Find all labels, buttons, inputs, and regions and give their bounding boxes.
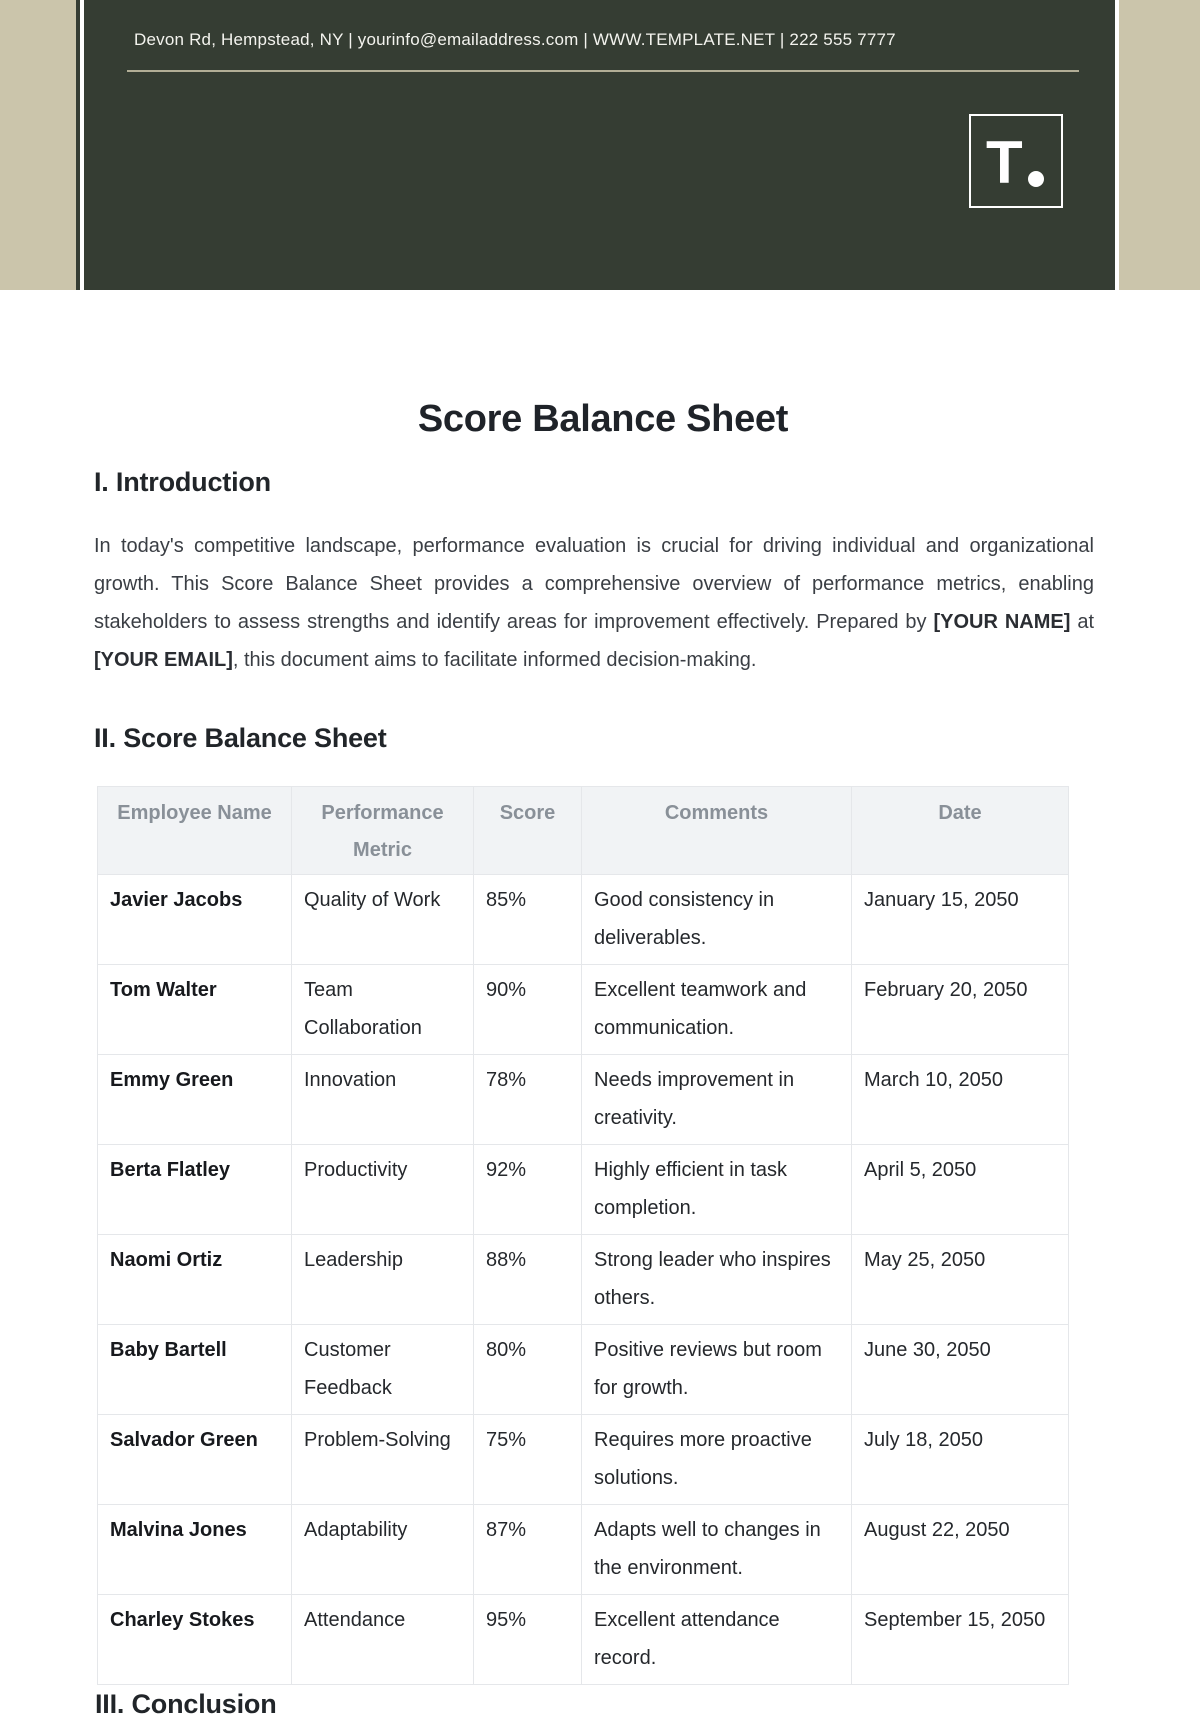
- letterhead-band: [0, 0, 1200, 290]
- metric-cell: Problem-Solving: [292, 1415, 474, 1505]
- score-cell: 95%: [474, 1595, 582, 1685]
- table-header-row: [98, 787, 1069, 875]
- table-row: [98, 1055, 1069, 1145]
- col-header-performance-metric: Performance Metric: [292, 787, 474, 875]
- employee-name-cell: Charley Stokes: [98, 1595, 292, 1685]
- employee-name-cell: Javier Jacobs: [98, 875, 292, 965]
- score-cell: 80%: [474, 1325, 582, 1415]
- metric-cell: Adaptability: [292, 1505, 474, 1595]
- left-inset-rule: [80, 0, 84, 290]
- paragraph-text: , this document aims to facilitate informed decision-making.: [232, 649, 757, 671]
- logo-dot-icon: [1028, 171, 1044, 187]
- table-row: [98, 1505, 1069, 1595]
- col-header-employee-name: Employee Name: [98, 787, 292, 875]
- employee-name-cell: Baby Bartell: [98, 1325, 292, 1415]
- score-table: [97, 786, 1069, 1685]
- comments-cell: Requires more proactive solutions.: [582, 1415, 852, 1505]
- col-header-score: Score: [474, 787, 582, 875]
- score-table-body: [98, 875, 1069, 1685]
- table-row: [98, 1595, 1069, 1685]
- date-cell: July 18, 2050: [852, 1415, 1069, 1505]
- right-inset-rule: [1115, 0, 1119, 290]
- date-cell: March 10, 2050: [852, 1055, 1069, 1145]
- metric-cell: Customer Feedback: [292, 1325, 474, 1415]
- metric-cell: Quality of Work: [292, 875, 474, 965]
- comments-cell: Positive reviews but room for growth.: [582, 1325, 852, 1415]
- comments-cell: Good consistency in deliverables.: [582, 875, 852, 965]
- employee-name-cell: Tom Walter: [98, 965, 292, 1055]
- date-cell: April 5, 2050: [852, 1145, 1069, 1235]
- metric-cell: Innovation: [292, 1055, 474, 1145]
- metric-cell: Team Collaboration: [292, 965, 474, 1055]
- employee-name-cell: Salvador Green: [98, 1415, 292, 1505]
- table-row: [98, 965, 1069, 1055]
- table-row: [98, 875, 1069, 965]
- table-row: [98, 1415, 1069, 1505]
- col-header-comments: Comments: [582, 787, 852, 875]
- metric-cell: Leadership: [292, 1235, 474, 1325]
- score-section-heading: II. Score Balance Sheet: [94, 723, 387, 753]
- intro-heading: I. Introduction: [94, 467, 271, 497]
- comments-cell: Adapts well to changes in the environment.: [582, 1505, 852, 1595]
- date-cell: February 20, 2050: [852, 965, 1069, 1055]
- paragraph-text: at: [1070, 611, 1094, 633]
- table-row: [98, 1235, 1069, 1325]
- comments-cell: Excellent attendance record.: [582, 1595, 852, 1685]
- employee-name-cell: Emmy Green: [98, 1055, 292, 1145]
- score-cell: 78%: [474, 1055, 582, 1145]
- employee-name-cell: Berta Flatley: [98, 1145, 292, 1235]
- page-title: Score Balance Sheet: [417, 398, 789, 440]
- metric-cell: Attendance: [292, 1595, 474, 1685]
- date-cell: May 25, 2050: [852, 1235, 1069, 1325]
- score-cell: 85%: [474, 875, 582, 965]
- score-cell: 92%: [474, 1145, 582, 1235]
- table-row: [98, 1145, 1069, 1235]
- placeholder-token: [YOUR NAME]: [933, 611, 1071, 633]
- date-cell: January 15, 2050: [852, 875, 1069, 965]
- paragraph-text: In today's competitive landscape, performance evaluation is crucial for driving individual and organizational growth. This Score Balance Sheet provides a comprehensive overview of performance metrics, enabling stakeholders to assess strengths and identify areas for improvement effectively. Prepared by: [94, 535, 1094, 633]
- conclusion-heading: III. Conclusion: [95, 1689, 277, 1719]
- date-cell: August 22, 2050: [852, 1505, 1069, 1595]
- table-row: [98, 1325, 1069, 1415]
- placeholder-token: [YOUR EMAIL]: [94, 649, 233, 671]
- logo-letter: T: [986, 129, 1023, 196]
- employee-name-cell: Malvina Jones: [98, 1505, 292, 1595]
- right-margin-stripe: [1119, 0, 1200, 290]
- intro-paragraph: [94, 527, 1094, 679]
- score-cell: 88%: [474, 1235, 582, 1325]
- date-cell: June 30, 2050: [852, 1325, 1069, 1415]
- date-cell: September 15, 2050: [852, 1595, 1069, 1685]
- col-header-date: Date: [852, 787, 1069, 875]
- comments-cell: Excellent teamwork and communication.: [582, 965, 852, 1055]
- score-cell: 90%: [474, 965, 582, 1055]
- brand-logo: [969, 114, 1063, 208]
- comments-cell: Strong leader who inspires others.: [582, 1235, 852, 1325]
- metric-cell: Productivity: [292, 1145, 474, 1235]
- left-margin-stripe: [0, 0, 76, 290]
- letterhead-divider: [127, 70, 1079, 72]
- score-cell: 75%: [474, 1415, 582, 1505]
- comments-cell: Needs improvement in creativity.: [582, 1055, 852, 1145]
- employee-name-cell: Naomi Ortiz: [98, 1235, 292, 1325]
- comments-cell: Highly efficient in task completion.: [582, 1145, 852, 1235]
- contact-info-line: Devon Rd, Hempstead, NY | yourinfo@emailaddress.com | WWW.TEMPLATE.NET | 222 555 7777: [134, 30, 896, 49]
- score-cell: 87%: [474, 1505, 582, 1595]
